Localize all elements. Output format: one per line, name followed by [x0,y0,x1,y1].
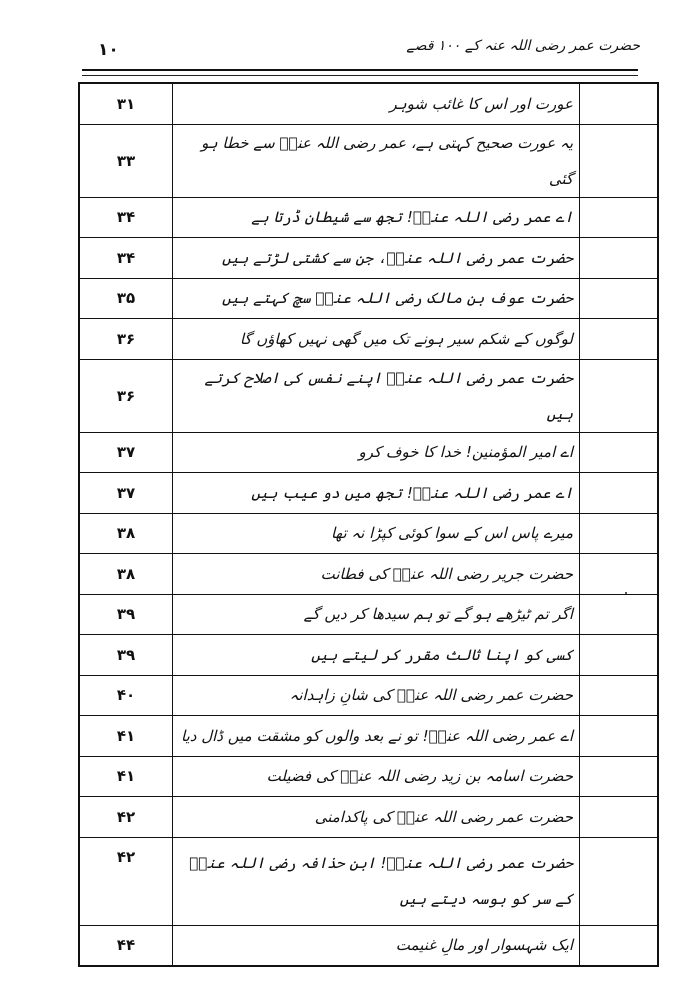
page-cell: ۳۶ [79,359,173,432]
table-row [79,319,658,360]
title-cell: عورت اور اس کا غائب شوہر [173,83,580,124]
title-cell: اے عمر رضی اللہ عنہٗ! تو نے بعد والوں کو مشقت میں ڈال دیا [173,716,580,757]
page-cell: ۳۴ [79,238,173,279]
title-cell: اے عمر رضی اللہ عنہٗ! تجھ میں دو عیب ہیں [173,473,580,514]
page-cell: ۳۵ [79,278,173,319]
table-row [79,197,658,238]
blank-cell [580,432,659,473]
blank-cell [580,797,659,838]
table-row [79,716,658,757]
table-of-contents [78,82,659,967]
blank-cell [580,756,659,797]
blank-cell [580,473,659,514]
table-row [79,83,658,124]
table-row [79,432,658,473]
title-cell: میرے پاس اس کے سوا کوئی کپڑا نہ تھا [173,513,580,554]
page-cell: ۴۰ [79,675,173,716]
table-row [79,278,658,319]
page-cell: ۳۶ [79,319,173,360]
table-row [79,594,658,635]
blank-cell [580,124,659,197]
running-title: حضرت عمر رضی اللہ عنہ کے ۱۰۰ قصے [406,38,640,54]
table-row [79,925,658,966]
table-row [79,635,658,676]
header-rule-bottom [82,75,638,76]
table-row [79,675,658,716]
blank-cell [580,837,659,925]
page-cell: ۳۸ [79,513,173,554]
title-cell: حضرت جریر رضی اللہ عنہٗ کی فطانت [173,554,580,595]
header-rule-top [82,69,638,71]
page-cell: ۳۷ [79,432,173,473]
title-cell: ایک شہسوار اور مالِ غنیمت [173,925,580,966]
page-number: ۱۰ [98,40,119,60]
title-cell: حضرت عوف بن مالک رضی اللہ عنہٗ سچ کہتے ہیں [173,278,580,319]
title-cell: لوگوں کے شکم سیر ہونے تک میں گھی نہیں کھاؤں گا [173,319,580,360]
blank-cell [580,594,659,635]
table-row [79,797,658,838]
blank-cell [580,925,659,966]
title-cell: حضرت عمر رضی اللہ عنہٗ کی پاکدامنی [173,797,580,838]
title-cell: حضرت اسامہ بن زید رضی اللہ عنہٗ کی فضیلت [173,756,580,797]
blank-cell [580,83,659,124]
table-row [79,359,658,432]
scan-speck [625,592,627,594]
page-cell: ۴۱ [79,756,173,797]
title-cell: اے عمر رضی اللہ عنہٗ! تجھ سے شیطان ڈرتا ہے [173,197,580,238]
table-row [79,473,658,514]
blank-cell [580,716,659,757]
table-row [79,513,658,554]
blank-cell [580,197,659,238]
blank-cell [580,238,659,279]
blank-cell [580,359,659,432]
title-cell: اے امیر المؤمنین! خدا کا خوف کرو [173,432,580,473]
blank-cell [580,278,659,319]
blank-cell [580,675,659,716]
table-row [79,238,658,279]
page-cell: ۳۹ [79,635,173,676]
page-cell: ۴۲ [79,797,173,838]
title-cell: کسی کو اپنا ثالث مقرر کر لیتے ہیں [173,635,580,676]
title-cell: حضرت عمر رضی اللہ عنہٗ! ابن حذافہ رضی اللہ عنہٗ کے سر کو بوسہ دیتے ہیں [173,837,580,925]
table-row [79,124,658,197]
blank-cell [580,554,659,595]
page-cell: ۴۲ [79,837,173,925]
page-cell: ۳۹ [79,594,173,635]
page-cell: ۳۴ [79,197,173,238]
page-cell: ۴۴ [79,925,173,966]
title-cell: حضرت عمر رضی اللہ عنہٗ کی شانِ زاہدانہ [173,675,580,716]
table-row [79,756,658,797]
page-cell: ۳۳ [79,124,173,197]
table-row [79,837,658,925]
title-cell: اگر تم ٹیڑھے ہو گے تو ہم سیدھا کر دیں گے [173,594,580,635]
blank-cell [580,513,659,554]
page-cell: ۳۱ [79,83,173,124]
table-row [79,554,658,595]
blank-cell [580,635,659,676]
title-cell: حضرت عمر رضی اللہ عنہٗ اپنے نفس کی اصلاح کرتے ہیں [173,359,580,432]
title-cell: یہ عورت صحیح کہتی ہے، عمر رضی اللہ عنہٗ سے خطا ہو گئی [173,124,580,197]
page-cell: ۴۱ [79,716,173,757]
title-cell: حضرت عمر رضی اللہ عنہٗ، جن سے کشتی لڑتے ہیں [173,238,580,279]
page-cell: ۳۸ [79,554,173,595]
blank-cell [580,319,659,360]
page-cell: ۳۷ [79,473,173,514]
